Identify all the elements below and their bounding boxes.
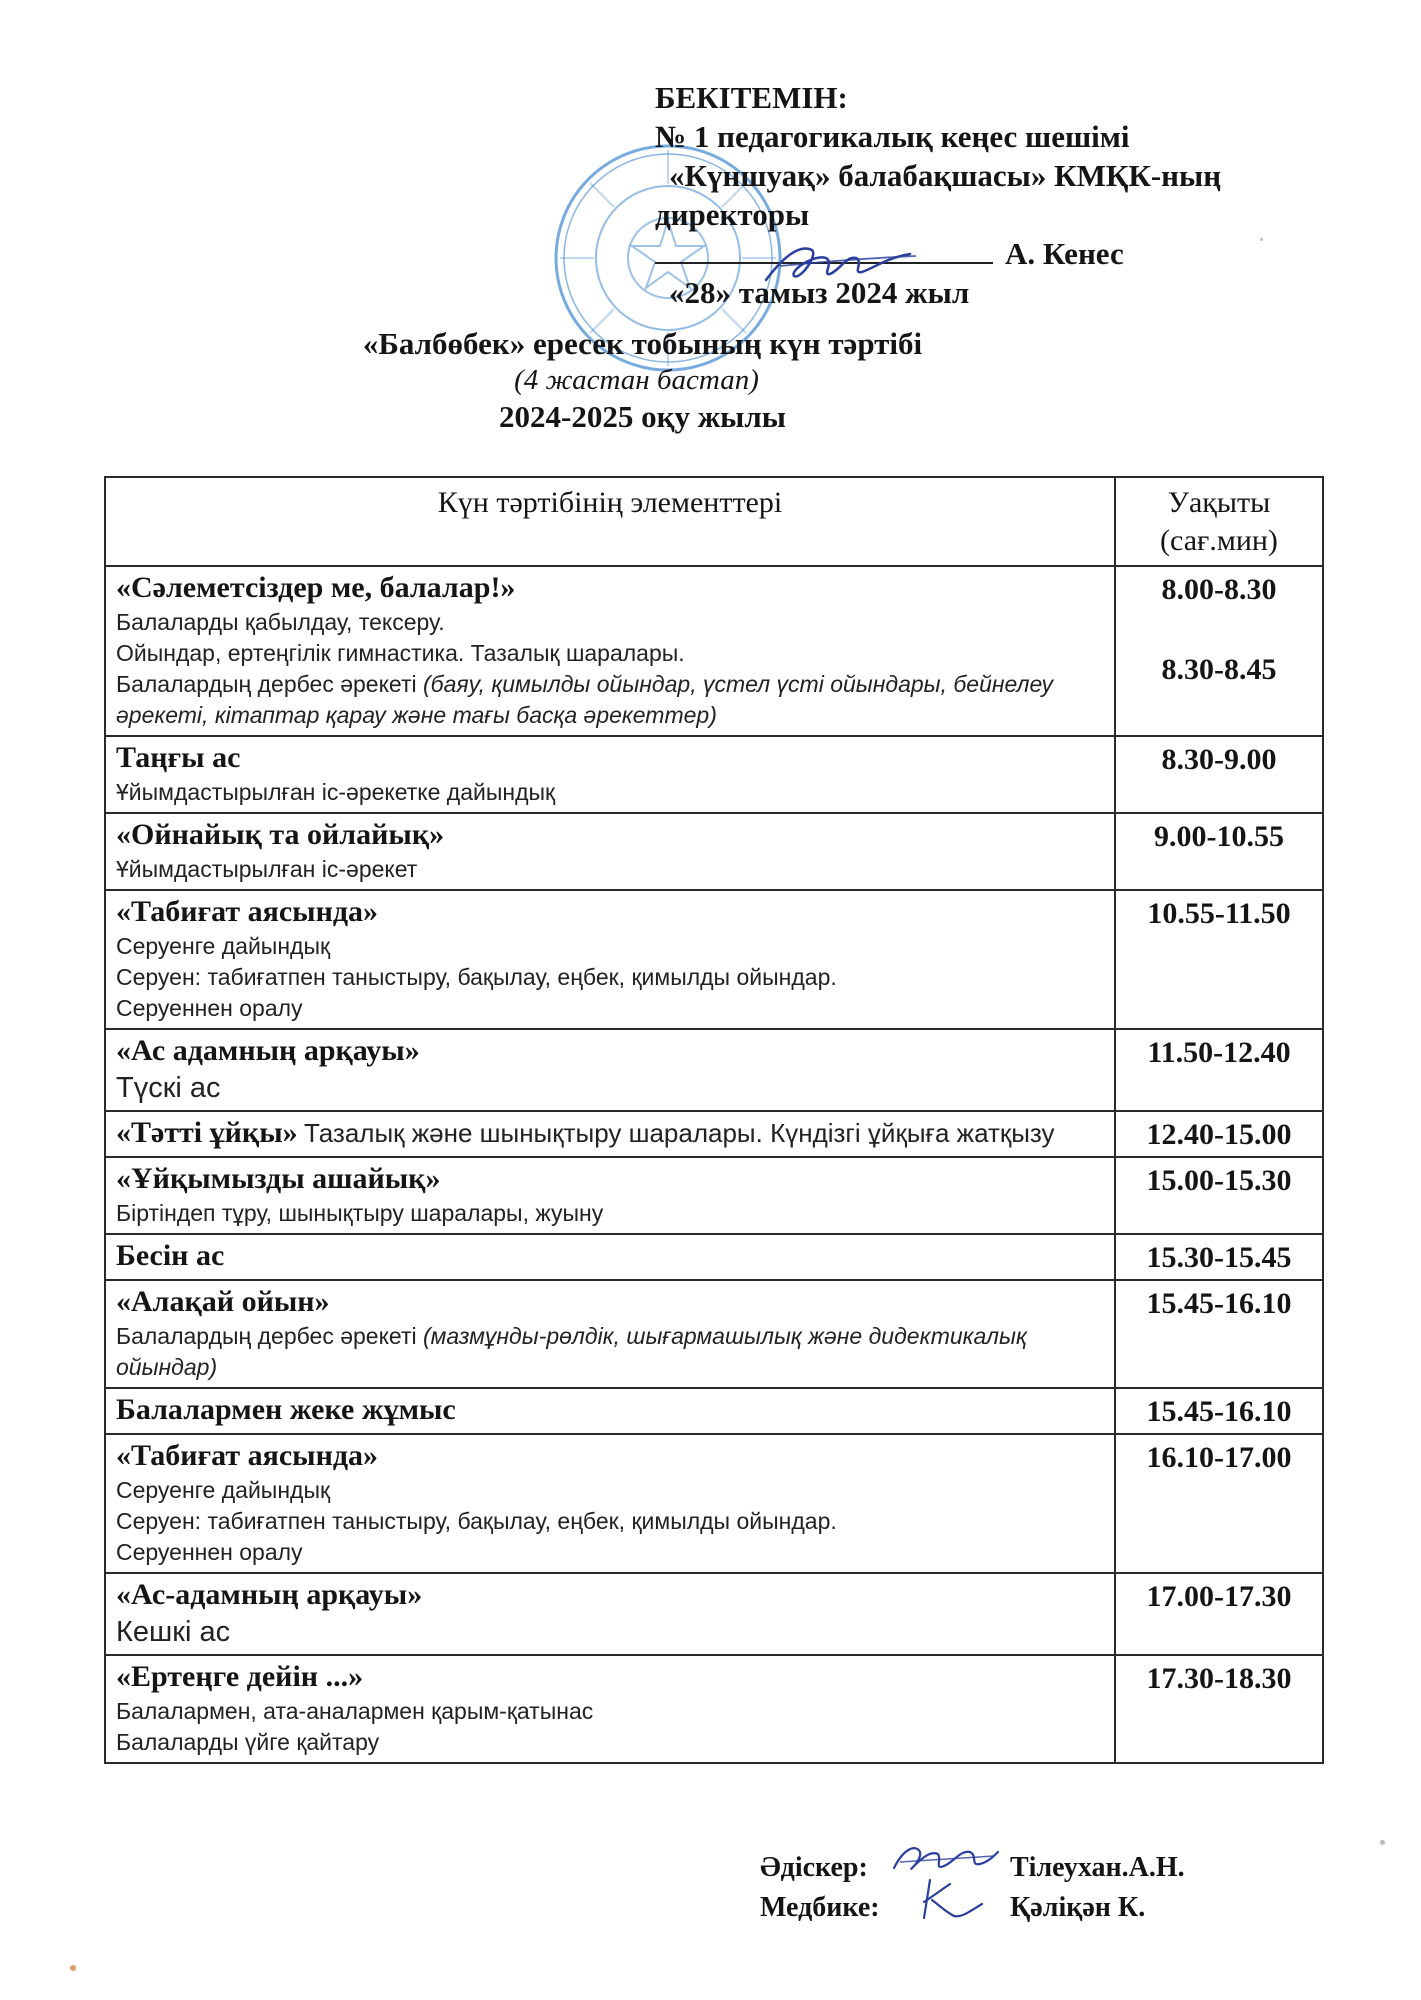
row-line: Серуен: табиғатпен таныстыру, бақылау, еңбек, қимылды ойындар. [116, 1508, 837, 1534]
row-title: «Сәлеметсіздер ме, балалар!» [116, 571, 516, 604]
row-line: Балаларды қабылдау, тексеру. [116, 609, 445, 635]
row-line: Серуеннен оралу [116, 1539, 303, 1565]
row-time: 15.00-15.30 [1115, 1157, 1323, 1234]
row-description [105, 1157, 1115, 1234]
row-line: Серуенге дайындық [116, 1477, 331, 1503]
row-description [105, 566, 1115, 736]
table-row [105, 1111, 1323, 1157]
approval-heading: БЕКІТЕМІН: [655, 80, 848, 115]
age-note: (4 жастан бастап) [514, 364, 759, 396]
row-description [105, 813, 1115, 890]
row-description [105, 1573, 1115, 1655]
table-row [105, 1434, 1323, 1573]
row-description [105, 1029, 1115, 1111]
row-title: «Ас-адамның арқауы» [116, 1578, 423, 1611]
approval-council-decision: № 1 педагогикалық кеңес шешімі [655, 119, 1130, 154]
row-title: «Ойнайық та ойлайық» [116, 818, 445, 851]
row-time: 15.45-16.10 [1115, 1280, 1323, 1388]
row-title: «Ұйқымызды ашайық» [116, 1162, 441, 1195]
table-row [105, 566, 1323, 736]
approval-block [655, 78, 1315, 312]
row-time: 16.10-17.00 [1115, 1434, 1323, 1573]
table-row [105, 1029, 1323, 1111]
row-title: «Алақай ойын» [116, 1285, 330, 1318]
scan-speck [1380, 1840, 1385, 1845]
row-description [105, 1111, 1115, 1157]
scan-speck [1260, 238, 1263, 241]
row-title: Балалармен жеке жұмыс [116, 1393, 456, 1426]
row-line: Серуеннен оралу [116, 995, 303, 1021]
row-title: «Ертеңге дейін ...» [116, 1660, 364, 1693]
row-line: Ұйымдастырылған іс-әрекетке дайындық [116, 779, 556, 805]
row-title: «Табиғат аясында» [116, 895, 379, 928]
table-row [105, 890, 1323, 1029]
row-italic-text: (баяу, қимылды ойындар, үстел үсті ойындары, бейнелеу әрекеті, кітаптар қарау және тағы басқа әрекеттер) [116, 671, 1054, 728]
table-row [105, 1234, 1323, 1280]
row-title: Таңғы ас [116, 741, 241, 774]
approval-signatory: А. Кенес [1005, 236, 1124, 271]
schedule-titles [0, 325, 1421, 435]
nurse-signature [910, 1874, 990, 1924]
row-line [116, 1321, 1104, 1383]
row-description [105, 1434, 1115, 1573]
row-text: Балалардың дербес әрекеті [116, 1323, 423, 1349]
nurse-name: Қәліқән К. [1010, 1892, 1146, 1923]
time-value: 8.30-8.45 [1161, 653, 1277, 686]
row-description [105, 1655, 1115, 1763]
row-line: Біртіндеп тұру, шынықтыру шаралары, жуыну [116, 1200, 604, 1226]
column-header-time: Уақыты (сағ.мин) [1115, 477, 1323, 566]
row-title: Бесін ас [116, 1239, 225, 1272]
row-time: 17.00-17.30 [1115, 1573, 1323, 1655]
row-text: Балалардың дербес әрекеті [116, 671, 423, 697]
row-line: Балаларды үйге қайтару [116, 1729, 380, 1755]
row-line: Ұйымдастырылған іс-әрекет [116, 856, 418, 882]
row-description [105, 1280, 1115, 1388]
approval-date: «28» тамыз 2024 жыл [669, 275, 970, 310]
row-italic-text: (мазмұнды-рөлдік, шығармашылық және дидектикалық ойындар) [116, 1323, 1027, 1380]
row-time: 15.45-16.10 [1115, 1388, 1323, 1434]
table-row [105, 1157, 1323, 1234]
row-line: Балалармен, ата-аналармен қарым-қатынас [116, 1698, 594, 1724]
row-line: Түскі ас [116, 1072, 221, 1104]
row-time: 8.30-9.00 [1115, 736, 1323, 813]
methodist-name: Тілеухан.А.Н. [1010, 1852, 1185, 1883]
director-signature [760, 236, 920, 296]
column-header-elements: Күн тәртібінің элементтері [105, 477, 1115, 566]
scan-speck [70, 1965, 76, 1971]
time-value: 8.00-8.30 [1161, 573, 1277, 606]
approval-signature-row [655, 234, 1315, 273]
row-time: 10.55-11.50 [1115, 890, 1323, 1029]
row-time: 17.30-18.30 [1115, 1655, 1323, 1763]
row-line: Серуенге дайындық [116, 933, 331, 959]
row-description [105, 736, 1115, 813]
row-line [116, 669, 1104, 731]
row-time: 15.30-15.45 [1115, 1234, 1323, 1280]
row-line: Кешкі ас [116, 1616, 231, 1648]
approval-kindergarten: «Күншуақ» балабақшасы» КМҚК-ның [669, 158, 1222, 193]
table-row [105, 1388, 1323, 1434]
table-header-row [105, 477, 1323, 566]
nurse-role: Медбике: [760, 1892, 880, 1923]
approval-director-title: директоры [655, 197, 810, 232]
row-line: Серуен: табиғатпен таныстыру, бақылау, еңбек, қимылды ойындар. [116, 964, 837, 990]
row-title: «Табиғат аясында» [116, 1439, 379, 1472]
table-row [105, 813, 1323, 890]
schedule-table [104, 476, 1324, 1764]
row-title: «Ас адамның арқауы» [116, 1034, 420, 1067]
schedule-title: «Балбөбек» ересек тобының күн тәртібі [362, 326, 923, 361]
row-description [105, 1234, 1115, 1280]
row-title: «Тәтті ұйқы» [116, 1116, 298, 1149]
table-row [105, 1655, 1323, 1763]
methodist-role: Әдіскер: [760, 1852, 868, 1883]
row-line: Тазалық және шынықтыру шаралары. Күндізгі ұйқыға жатқызу [304, 1118, 1055, 1148]
row-line: Ойындар, ертеңгілік гимнастика. Тазалық шаралары. [116, 640, 685, 666]
row-time: 11.50-12.40 [1115, 1029, 1323, 1111]
row-time [1115, 566, 1323, 736]
row-time: 9.00-10.55 [1115, 813, 1323, 890]
table-row [105, 736, 1323, 813]
academic-year: 2024-2025 оқу жылы [499, 399, 786, 434]
row-time: 12.40-15.00 [1115, 1111, 1323, 1157]
table-row [105, 1573, 1323, 1655]
table-row [105, 1280, 1323, 1388]
row-description [105, 1388, 1115, 1434]
row-description [105, 890, 1115, 1029]
